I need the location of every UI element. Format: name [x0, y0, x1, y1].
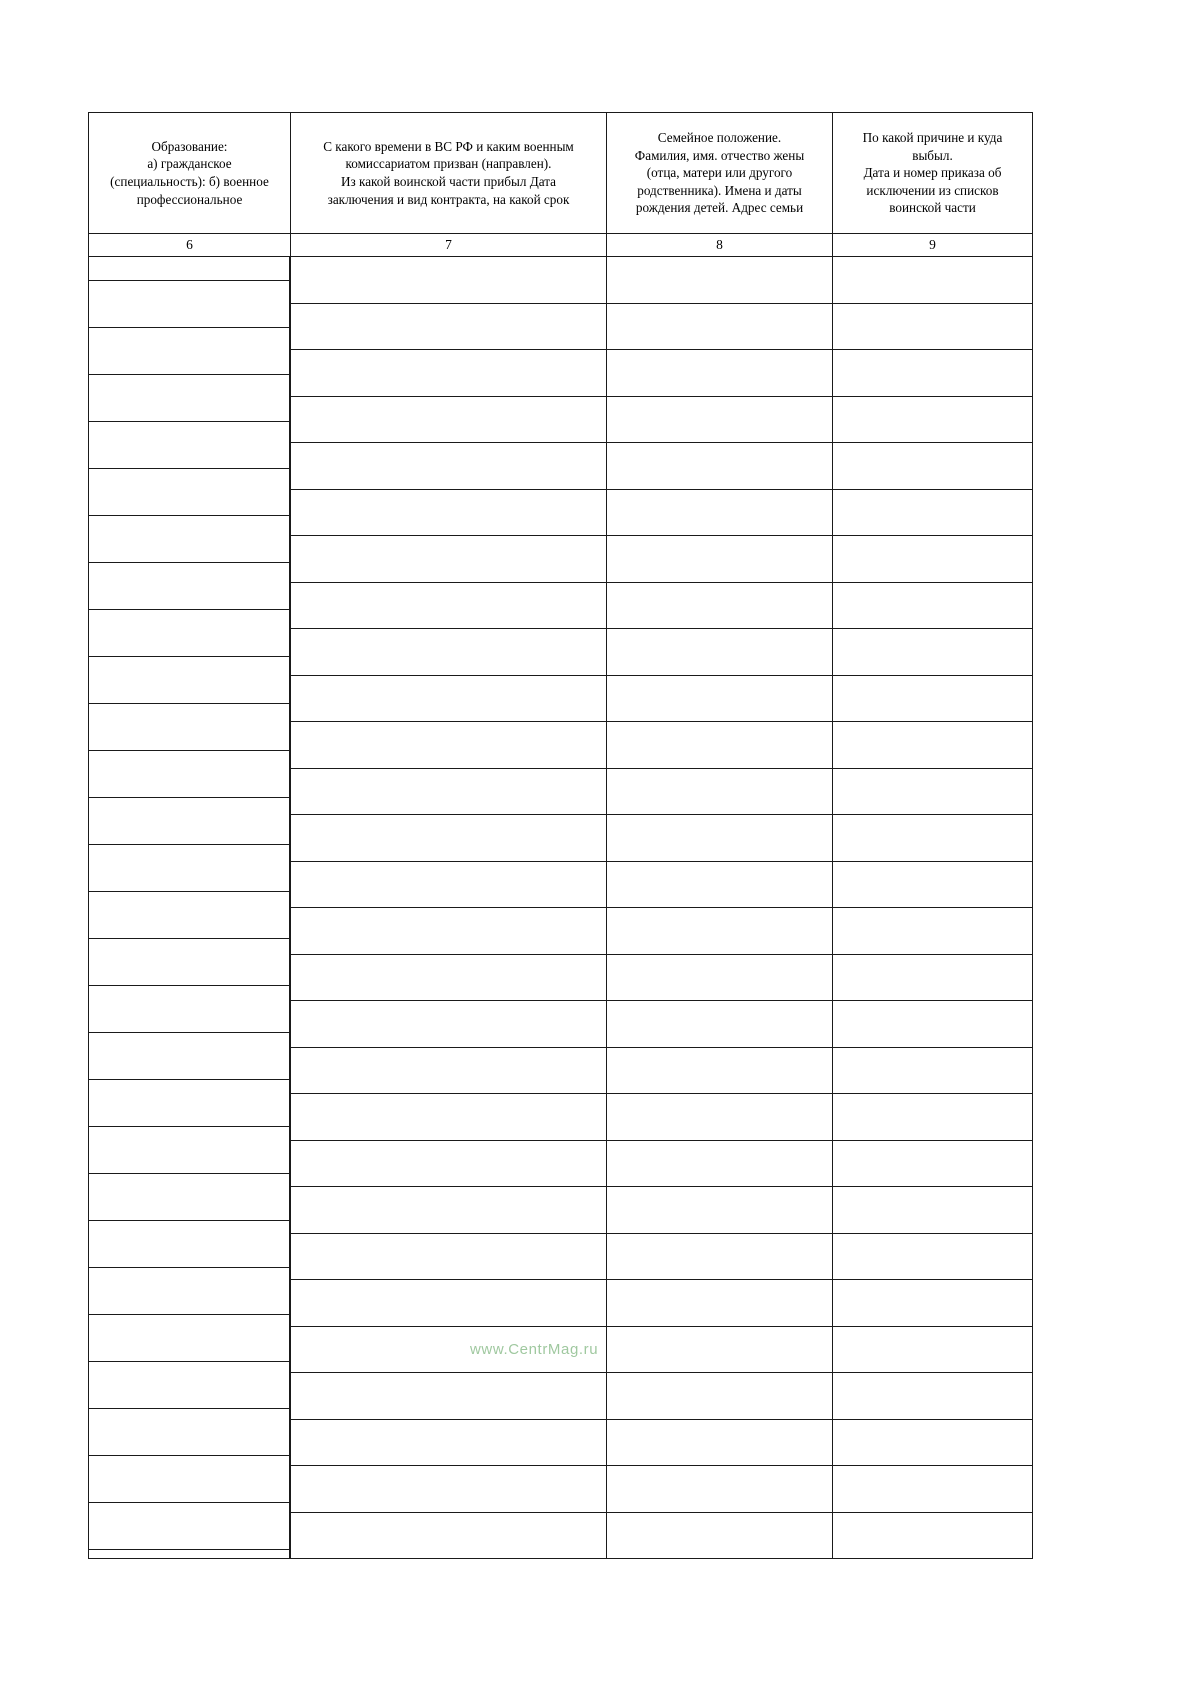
- cell-departure-reason[interactable]: [833, 954, 1033, 1001]
- cell-education[interactable]: [89, 350, 291, 397]
- cell-education[interactable]: [89, 443, 291, 490]
- cell-family-status[interactable]: [607, 1001, 833, 1048]
- cell-departure-reason[interactable]: [833, 1326, 1033, 1373]
- table-row[interactable]: [89, 675, 1033, 722]
- cell-service-entry[interactable]: [291, 1001, 607, 1048]
- cell-education[interactable]: [89, 257, 291, 304]
- table-row[interactable]: [89, 536, 1033, 583]
- cell-family-status[interactable]: [607, 1280, 833, 1327]
- table-row[interactable]: [89, 1047, 1033, 1094]
- cell-family-status[interactable]: [607, 489, 833, 536]
- cell-departure-reason[interactable]: [833, 1047, 1033, 1094]
- cell-service-entry[interactable]: [291, 582, 607, 629]
- column-number-9: 9: [833, 234, 1033, 257]
- cell-service-entry[interactable]: [291, 1094, 607, 1141]
- table-row[interactable]: [89, 1140, 1033, 1187]
- cell-education[interactable]: [89, 629, 291, 676]
- table-row[interactable]: [89, 1094, 1033, 1141]
- cell-service-entry[interactable]: [291, 1047, 607, 1094]
- table-row[interactable]: [89, 1001, 1033, 1048]
- table-row[interactable]: [89, 1419, 1033, 1466]
- cell-family-status[interactable]: [607, 1466, 833, 1513]
- cell-education[interactable]: [89, 815, 291, 862]
- cell-departure-reason[interactable]: [833, 1094, 1033, 1141]
- cell-education[interactable]: [89, 489, 291, 536]
- cell-service-entry[interactable]: [291, 954, 607, 1001]
- cell-departure-reason[interactable]: [833, 396, 1033, 443]
- column-number-row: [89, 234, 1033, 257]
- table-header-row: [89, 113, 1033, 234]
- cell-family-status[interactable]: [607, 1326, 833, 1373]
- cell-service-entry[interactable]: [291, 629, 607, 676]
- table-row[interactable]: [89, 861, 1033, 908]
- cell-service-entry[interactable]: [291, 861, 607, 908]
- cell-service-entry[interactable]: [291, 1512, 607, 1559]
- column-header-family-status: Семейное положение. Фамилия, имя. отчество жены (отца, матери или другого родственника). Имена и даты рождения детей. Адрес семьи: [607, 113, 833, 234]
- cell-family-status[interactable]: [607, 582, 833, 629]
- table-row[interactable]: [89, 1512, 1033, 1559]
- cell-service-entry[interactable]: [291, 722, 607, 769]
- cell-family-status[interactable]: [607, 1187, 833, 1234]
- cell-family-status[interactable]: [607, 1373, 833, 1420]
- cell-departure-reason[interactable]: [833, 1001, 1033, 1048]
- cell-education[interactable]: [89, 303, 291, 350]
- cell-education[interactable]: [89, 722, 291, 769]
- cell-departure-reason[interactable]: [833, 443, 1033, 490]
- cell-education[interactable]: [89, 1140, 291, 1187]
- cell-service-entry[interactable]: [291, 489, 607, 536]
- column-header-departure-reason: По какой причине и куда выбыл. Дата и номер приказа об исключении из списков воинской части: [833, 113, 1033, 234]
- cell-departure-reason[interactable]: [833, 536, 1033, 583]
- cell-family-status[interactable]: [607, 1419, 833, 1466]
- column-header-service-entry: С какого времени в ВС РФ и каким военным комиссариатом призван (направлен). Из какой воинской части прибыл Дата заключения и вид контракта, на какой срок: [291, 113, 607, 234]
- cell-family-status[interactable]: [607, 303, 833, 350]
- cell-family-status[interactable]: [607, 815, 833, 862]
- cell-departure-reason[interactable]: [833, 1187, 1033, 1234]
- table-row[interactable]: [89, 722, 1033, 769]
- cell-education[interactable]: [89, 675, 291, 722]
- cell-education[interactable]: [89, 1280, 291, 1327]
- table-row[interactable]: [89, 1187, 1033, 1234]
- table-row[interactable]: [89, 1373, 1033, 1420]
- cell-education[interactable]: [89, 768, 291, 815]
- table-row[interactable]: [89, 815, 1033, 862]
- cell-departure-reason[interactable]: [833, 629, 1033, 676]
- cell-departure-reason[interactable]: [833, 861, 1033, 908]
- cell-departure-reason[interactable]: [833, 815, 1033, 862]
- column-header-education: Образование: а) гражданское (специальность): б) военное профессиональное: [89, 113, 291, 234]
- table-row[interactable]: [89, 303, 1033, 350]
- cell-education[interactable]: [89, 1001, 291, 1048]
- cell-family-status[interactable]: [607, 675, 833, 722]
- cell-education[interactable]: [89, 582, 291, 629]
- cell-departure-reason[interactable]: [833, 350, 1033, 397]
- cell-family-status[interactable]: [607, 954, 833, 1001]
- cell-education[interactable]: [89, 1466, 291, 1513]
- cell-family-status[interactable]: [607, 908, 833, 955]
- table-row[interactable]: [89, 629, 1033, 676]
- cell-education[interactable]: [89, 396, 291, 443]
- cell-education[interactable]: [89, 1233, 291, 1280]
- cell-departure-reason[interactable]: [833, 1280, 1033, 1327]
- cell-service-entry[interactable]: [291, 1373, 607, 1420]
- cell-education[interactable]: [89, 1187, 291, 1234]
- table-row[interactable]: [89, 1466, 1033, 1513]
- cell-family-status[interactable]: [607, 536, 833, 583]
- cell-family-status[interactable]: [607, 1140, 833, 1187]
- cell-education[interactable]: [89, 1326, 291, 1373]
- cell-service-entry[interactable]: [291, 908, 607, 955]
- column-number-8: 8: [607, 234, 833, 257]
- cell-education[interactable]: [89, 1047, 291, 1094]
- cell-service-entry[interactable]: [291, 303, 607, 350]
- cell-family-status[interactable]: [607, 722, 833, 769]
- cell-education[interactable]: [89, 1373, 291, 1420]
- cell-education[interactable]: [89, 861, 291, 908]
- table-row[interactable]: [89, 908, 1033, 955]
- cell-departure-reason[interactable]: [833, 675, 1033, 722]
- cell-service-entry[interactable]: [291, 675, 607, 722]
- watermark: www.CentrMag.ru: [470, 1341, 599, 1358]
- cell-service-entry[interactable]: [291, 257, 607, 304]
- table-row[interactable]: [89, 489, 1033, 536]
- cell-service-entry[interactable]: [291, 1140, 607, 1187]
- cell-departure-reason[interactable]: [833, 1233, 1033, 1280]
- cell-family-status[interactable]: [607, 629, 833, 676]
- cell-departure-reason[interactable]: [833, 489, 1033, 536]
- cell-departure-reason[interactable]: [833, 768, 1033, 815]
- cell-departure-reason[interactable]: [833, 1373, 1033, 1420]
- cell-education[interactable]: [89, 908, 291, 955]
- cell-departure-reason[interactable]: [833, 303, 1033, 350]
- cell-departure-reason[interactable]: [833, 908, 1033, 955]
- cell-departure-reason[interactable]: [833, 1419, 1033, 1466]
- cell-education[interactable]: [89, 1419, 291, 1466]
- table-row[interactable]: [89, 954, 1033, 1001]
- table-row[interactable]: [89, 396, 1033, 443]
- table-row[interactable]: [89, 350, 1033, 397]
- cell-service-entry[interactable]: [291, 1419, 607, 1466]
- cell-family-status[interactable]: [607, 861, 833, 908]
- cell-departure-reason[interactable]: [833, 1140, 1033, 1187]
- cell-family-status[interactable]: [607, 1047, 833, 1094]
- cell-family-status[interactable]: [607, 1233, 833, 1280]
- cell-service-entry[interactable]: [291, 768, 607, 815]
- table-row[interactable]: [89, 768, 1033, 815]
- cell-family-status[interactable]: [607, 1512, 833, 1559]
- cell-education[interactable]: [89, 536, 291, 583]
- cell-departure-reason[interactable]: [833, 722, 1033, 769]
- cell-education[interactable]: [89, 1512, 291, 1559]
- cell-service-entry[interactable]: [291, 1466, 607, 1513]
- cell-family-status[interactable]: [607, 396, 833, 443]
- cell-education[interactable]: [89, 954, 291, 1001]
- cell-family-status[interactable]: [607, 350, 833, 397]
- cell-service-entry[interactable]: [291, 815, 607, 862]
- cell-service-entry[interactable]: [291, 1187, 607, 1234]
- table-row[interactable]: [89, 1280, 1033, 1327]
- cell-education[interactable]: [89, 1094, 291, 1141]
- cell-service-entry[interactable]: [291, 350, 607, 397]
- cell-departure-reason[interactable]: [833, 257, 1033, 304]
- table-row[interactable]: [89, 443, 1033, 490]
- column-number-7: 7: [291, 234, 607, 257]
- cell-departure-reason[interactable]: [833, 1512, 1033, 1559]
- cell-family-status[interactable]: [607, 1094, 833, 1141]
- cell-service-entry[interactable]: [291, 396, 607, 443]
- cell-service-entry[interactable]: [291, 1233, 607, 1280]
- cell-family-status[interactable]: [607, 768, 833, 815]
- cell-departure-reason[interactable]: [833, 1466, 1033, 1513]
- column-number-6: 6: [89, 234, 291, 257]
- cell-family-status[interactable]: [607, 257, 833, 304]
- cell-departure-reason[interactable]: [833, 582, 1033, 629]
- cell-family-status[interactable]: [607, 443, 833, 490]
- cell-service-entry[interactable]: [291, 536, 607, 583]
- table-row[interactable]: [89, 257, 1033, 304]
- cell-service-entry[interactable]: [291, 443, 607, 490]
- table-row[interactable]: [89, 1233, 1033, 1280]
- table-row[interactable]: [89, 582, 1033, 629]
- cell-service-entry[interactable]: [291, 1280, 607, 1327]
